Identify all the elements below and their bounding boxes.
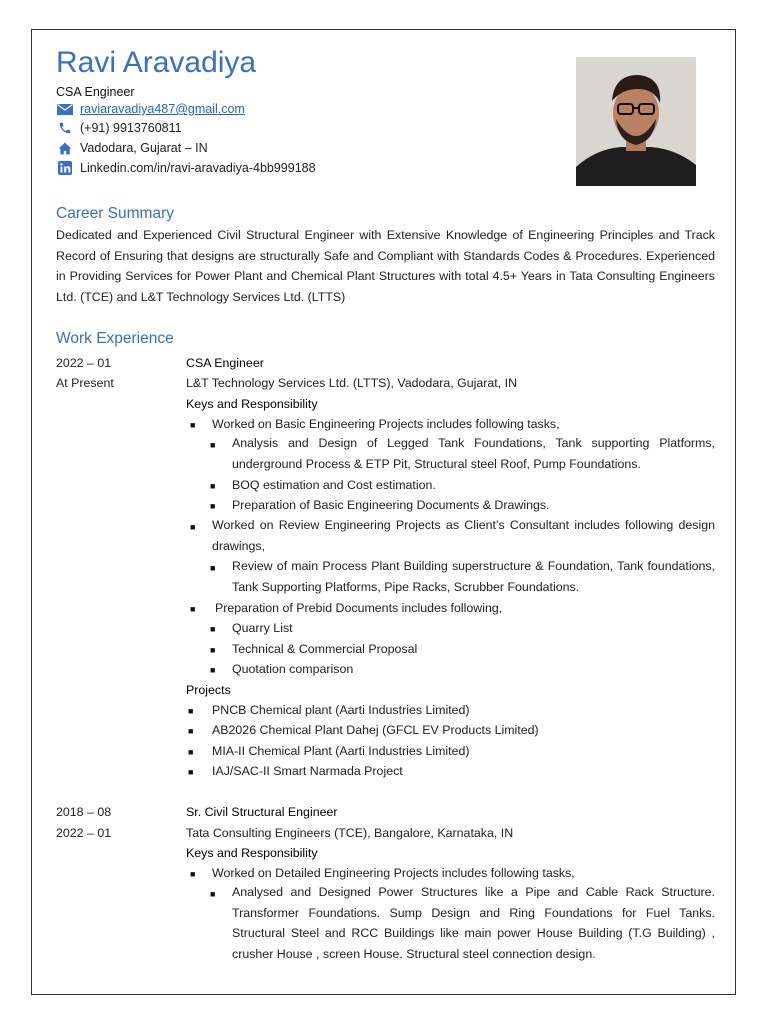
work-experience-heading: Work Experience (56, 330, 174, 347)
responsibility-item: Worked on Review Engineering Projects as Client’s Consultant includes following design drawings, (212, 518, 715, 553)
bullet-icon: ■ (190, 420, 196, 430)
job-end-date: At Present (56, 376, 114, 390)
linkedin-row (56, 161, 316, 175)
responsibility-subitem: BOQ estimation and Cost estimation. (232, 478, 436, 492)
location-text: Vadodara, Gujarat – IN (80, 141, 208, 155)
location-row (56, 141, 208, 155)
envelope-icon (56, 102, 74, 116)
project-item: PNCB Chemical plant (Aarti Industries Limited) (212, 703, 470, 717)
bullet-icon: ■ (188, 706, 194, 716)
responsibility-item: Preparation of Prebid Documents includes following, (215, 601, 503, 615)
responsibility-subitem: Analysis and Design of Legged Tank Foundations, Tank supporting Platforms, underground Process & ETP Pit, Structural steel Roof, Pump Foundations. (232, 436, 715, 471)
bullet-icon: ■ (188, 747, 194, 757)
bullet-icon: ■ (188, 767, 194, 777)
job-start-date: 2018 – 08 (56, 805, 112, 819)
job-start-date: 2022 – 01 (56, 356, 112, 370)
keys-responsibility-label: Keys and Responsibility (186, 846, 318, 860)
phone-text: (+91) 9913760811 (80, 121, 182, 135)
responsibility-subitem: Technical & Commercial Proposal (232, 642, 418, 656)
bullet-icon: ■ (190, 604, 196, 614)
phone-icon (56, 121, 74, 135)
job-end-date: 2022 – 01 (56, 826, 112, 840)
bullet-icon: ■ (210, 645, 216, 655)
candidate-role: CSA Engineer (56, 85, 135, 99)
candidate-name: Ravi Aravadiya (56, 46, 257, 79)
career-summary-text: Dedicated and Experienced Civil Structural Engineer with Extensive Knowledge of Engineering Principles and Track Record of Ensuring that designs are structurally Safe and Compliant with Standards Codes & Procedures. Experienced in Providing Services for Power Plant and Chemical Plant Structures with total 4.5+ Years in Tata Consulting Engineers Ltd. (TCE) and L&T Technology Services Ltd. (LTTS) (56, 228, 715, 304)
job-position: CSA Engineer (186, 356, 264, 370)
responsibility-subitem: Preparation of Basic Engineering Documents & Drawings. (232, 498, 550, 512)
responsibility-item: Worked on Basic Engineering Projects includes following tasks, (212, 417, 560, 431)
bullet-icon: ■ (210, 563, 216, 573)
projects-label: Projects (186, 683, 231, 697)
linkedin-text: Linkedin.com/in/ravi-aravadiya-4bb999188 (80, 161, 316, 175)
job-company: Tata Consulting Engineers (TCE), Bangalore, Karnataka, IN (186, 826, 514, 840)
job-position: Sr. Civil Structural Engineer (186, 805, 338, 819)
bullet-icon: ■ (210, 889, 216, 899)
job-company: L&T Technology Services Ltd. (LTTS), Vadodara, Gujarat, IN (186, 376, 518, 390)
profile-photo (576, 57, 696, 186)
email-link[interactable]: raviaravadiya487@gmail.com (80, 102, 245, 116)
project-item: MIA-II Chemical Plant (Aarti Industries Limited) (212, 744, 470, 758)
bullet-icon: ■ (210, 501, 216, 511)
responsibility-subitem: Analysed and Designed Power Structures like a Pipe and Cable Rack Structure. Transformer Foundations. Sump Design and Ring Foundations for Fuel Tanks. Structural Steel and RCC Buildings like main power House Building (T.G Building) , crusher House , screen House. Structural steel connection design. (232, 885, 715, 961)
linkedin-icon (56, 161, 74, 175)
responsibility-subitem: Review of main Process Plant Building superstructure & Foundation, Tank foundations, Tank Supporting Platforms, Pipe Racks, Scrubber Foundations. (232, 559, 715, 594)
responsibility-subitem: Quotation comparison (232, 662, 354, 676)
bullet-icon: ■ (210, 481, 216, 491)
project-item: IAJ/SAC-II Smart Narmada Project (212, 764, 403, 778)
bullet-icon: ■ (190, 522, 196, 532)
bullet-icon: ■ (210, 440, 216, 450)
career-summary-heading: Career Summary (56, 205, 174, 222)
responsibility-item: Worked on Detailed Engineering Projects includes following tasks, (212, 866, 575, 880)
email-row (56, 102, 245, 116)
phone-row (56, 121, 182, 135)
bullet-icon: ■ (188, 726, 194, 736)
bullet-icon: ■ (210, 624, 216, 634)
bullet-icon: ■ (210, 665, 216, 675)
bullet-icon: ■ (190, 869, 196, 879)
home-icon (56, 141, 74, 155)
keys-responsibility-label: Keys and Responsibility (186, 397, 318, 411)
project-item: AB2026 Chemical Plant Dahej (GFCL EV Products Limited) (212, 723, 539, 737)
responsibility-subitem: Quarry List (232, 621, 293, 635)
